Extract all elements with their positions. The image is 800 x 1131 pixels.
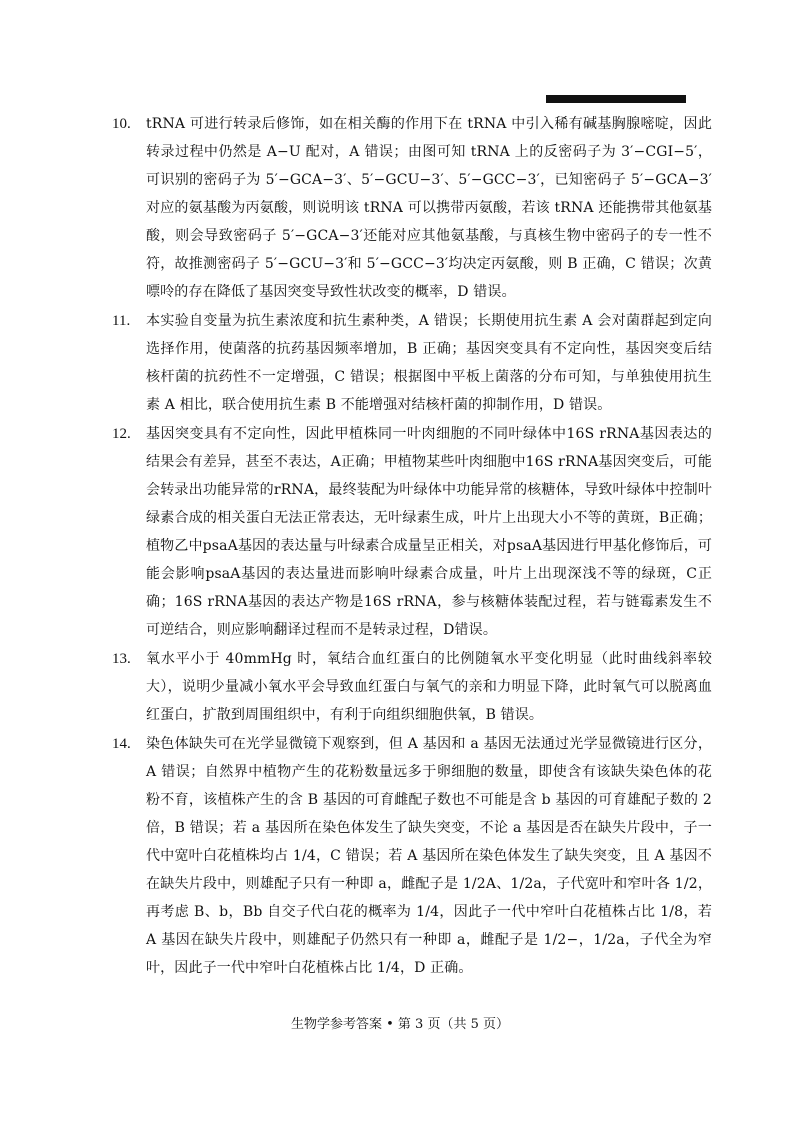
answer-number: 10.: [112, 116, 131, 132]
answer-text: 染色体缺失可在光学显微镜下观察到，但 A 基因和 a 基因无法通过光学显微镜进行区分，A 错误；自然界中植物产生的花粉数量远多于卵细胞的数量，即使含有该缺失染色体的花粉不育，该植株产生的含 B 基因的可育雌配子数也不可能是含 b 基因的可育雄配子数的 2 倍，B 错误；若 a 基因所在染色体发生了缺失突变，不论 a 基因是否在缺失片段中，子一代中宽叶白花植株均占 1/4，C 错误；若 A 基因所在染色体发生了缺失突变，且 A 基因不在缺失片段中，则雄配子只有一种即 a，雌配子是 1/2A、1/2a，子代宽叶和窄叶各 1/2，再考虑 B、b，Bb 自交子代白花的概率为 1/4，因此子一代中窄叶白花植株占比 1/8，若 A 基因在缺失片段中，则雄配子仍然只有一种即 a，雌配子是 1/2−，1/2a，子代全为窄叶，因此子一代中窄叶白花植株占比 1/4，D 正确。: [146, 736, 712, 976]
page-footer: 生物学参考答案 • 第 3 页（共 5 页）: [290, 1017, 509, 1032]
answer-item-12: [112, 420, 712, 644]
answer-text: 基因突变具有不定向性，因此甲植株同一叶肉细胞的不同叶绿体中16S rRNA基因表达的结果会有差异，甚至不表达，A正确；甲植物某些叶肉细胞中16S rRNA基因突变后，可能会转录出功能异常的rRNA，最终装配为叶绿体中功能异常的核糖体，导致叶绿体中控制叶绿素合成的相关蛋白无法正常表达，无叶绿素生成，叶片上出现大小不等的黄斑，B正确；植物乙中psaA基因的表达量与叶绿素合成量呈正相关，对psaA基因进行甲基化修饰后，可能会影响psaA基因的表达量进而影响叶绿素合成量，叶片上出现深浅不等的绿斑，C正确；16S rRNA基因的表达产物是16S rRNA，参与核糖体装配过程，若与链霉素发生不可逆结合，则应影响翻译过程而不是转录过程，D错误。: [146, 426, 712, 638]
header-rule: [546, 95, 686, 103]
answer-text: tRNA 可进行转录后修饰，如在相关酶的作用下在 tRNA 中引入稀有碱基胸腺嘧啶，因此转录过程中仍然是 A−U 配对，A 错误；由图可知 tRNA 上的反密码子为 3′−CGI−5′，可识别的密码子为 5′−GCA−3′、5′−GCU−3′、5′−GCC−3′，已知密码子 5′−GCA−3′对应的氨基酸为丙氨酸，则说明该 tRNA 可以携带丙氨酸，若该 tRNA 还能携带其他氨基酸，则会导致密码子 5′−GCA−3′还能对应其他氨基酸，与真核生物中密码子的专一性不符，故推测密码子 5′−GCU−3′和 5′−GCC−3′均决定丙氨酸，则 B 正确，C 错误；次黄嘌呤的存在降低了基因突变导致性状改变的概率，D 错误。: [146, 116, 712, 300]
answer-text: 氧水平小于 40mmHg 时，氧结合血红蛋白的比例随氧水平变化明显（此时曲线斜率较大），说明少量减小氧水平会导致血红蛋白与氧气的亲和力明显下降，此时氧气可以脱离血红蛋白，扩散到周围组织中，有利于向组织细胞供氧，B 错误。: [146, 651, 712, 723]
answer-list: [112, 110, 712, 983]
answer-number: 12.: [112, 426, 131, 442]
answer-number: 14.: [112, 736, 131, 752]
answer-item-14: [112, 730, 712, 982]
answer-item-11: [112, 307, 712, 419]
answer-number: 13.: [112, 651, 131, 667]
answer-text: 本实验自变量为抗生素浓度和抗生素种类，A 错误；长期使用抗生素 A 会对菌群起到定向选择作用，使菌落的抗药基因频率增加，B 正确；基因突变具有不定向性，基因突变后结核杆菌的抗药性不一定增强，C 错误；根据图中平板上菌落的分布可知，与单独使用抗生素 A 相比，联合使用抗生素 B 不能增强对结核杆菌的抑制作用，D 错误。: [146, 313, 712, 413]
answer-item-10: [112, 110, 712, 306]
answer-item-13: [112, 645, 712, 729]
answer-number: 11.: [112, 313, 131, 329]
